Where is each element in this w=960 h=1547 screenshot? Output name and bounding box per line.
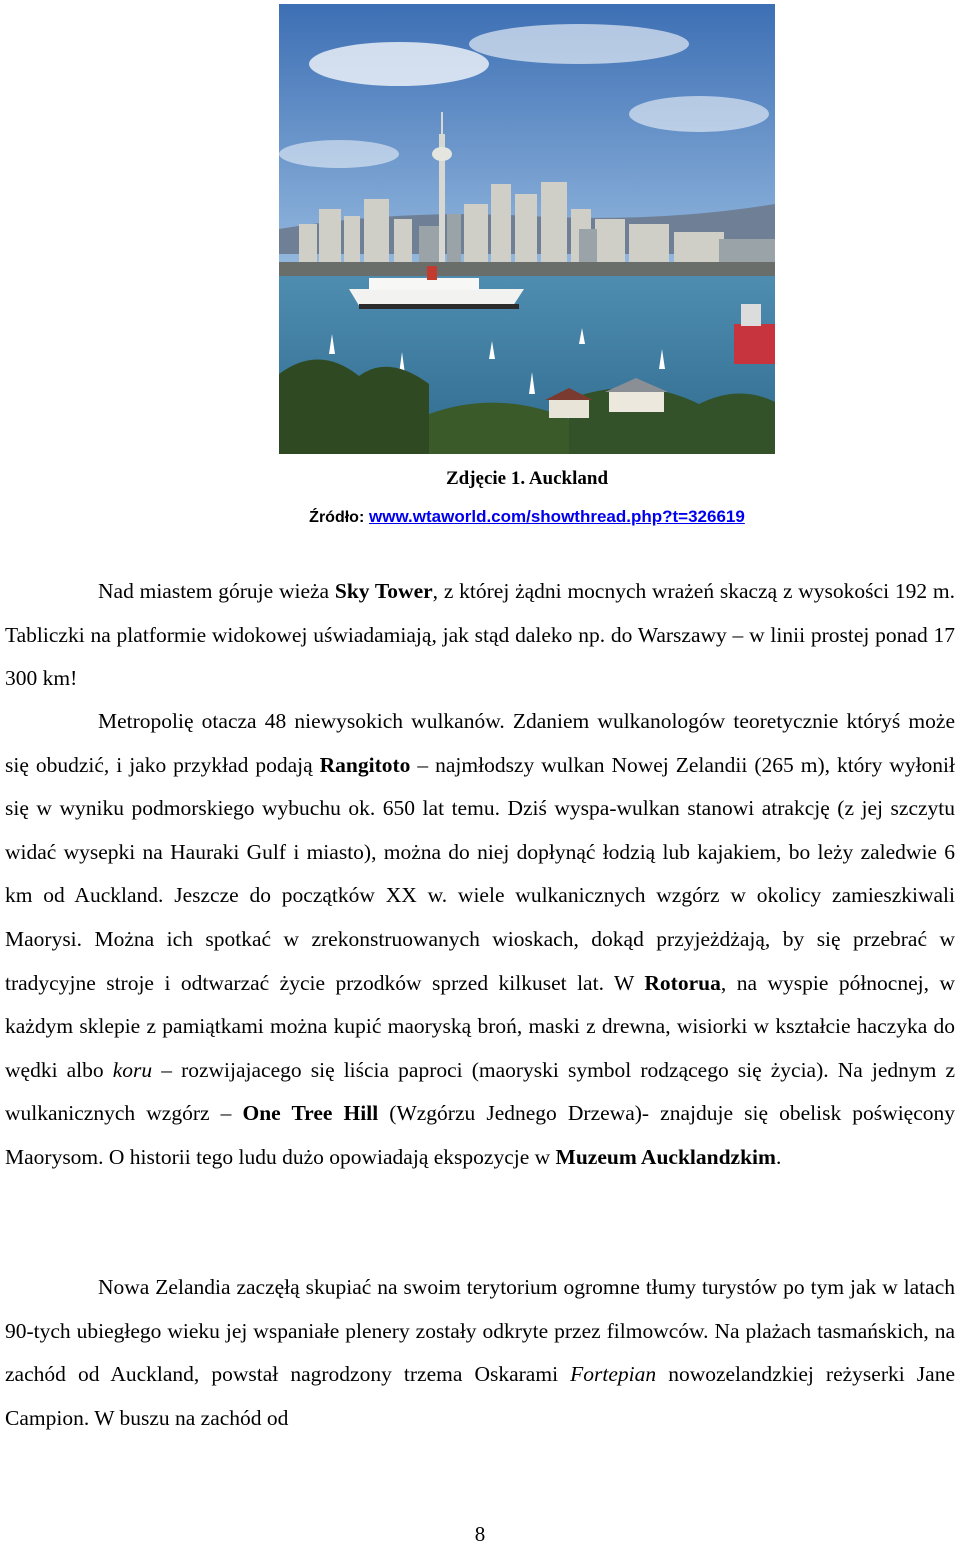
p3-text-2: nowozelandzkiej reżyserki Jane Campion. W buszu na zachód od	[5, 1362, 955, 1430]
p2-text-5: (Wzgórzu Jednego Drzewa)- znajduje się obelisk poświęcony Maorysom. O historii tego ludu dużo opowiadają ekspozycje w	[5, 1101, 956, 1169]
p2-bold-rangitoto: Rangitoto	[319, 752, 411, 777]
paragraph-sky-tower	[5, 570, 955, 701]
p1-text-1: Nad miastem góruje wieża	[98, 579, 335, 603]
paragraph-volcanoes	[5, 700, 955, 1180]
page-number: 8	[474, 1522, 486, 1546]
p2-text-2: – najmłodszy wulkan Nowej Zelandii (265 m), który wyłonił się w wyniku podmorskiego wybuchu ok. 650 lat temu. Dziś wyspa-wulkan stanowi atrakcję (z jej szczytu widać wysepki na Hauraki Gulf i miasto), można do niej dopłynąć łodzią lub kajakiem, bo leży zaledwie 6 km od Auckland. Jeszcze do początków XX w. wiele wulkanicznych wzgórz w okolicy zamieszkiwali Maorysi. Można ich spotkać w zrekonstruowanych wioskach, dokąd przyjeżdżają, by się przebrać w tradycyjne stroje i odtwarzać życie przodków sprzed kilkuset lat. W	[5, 752, 955, 995]
p1-text-2: , z której żądni mocnych wrażeń skaczą z wysokości 192 m. Tabliczki na platformie widokowej uświadamiają, jak stąd daleko np. do Warszawy – w linii prostej ponad 17 300 km!	[5, 579, 955, 691]
p2-text-1: Metropolię otacza 48 niewysokich wulkanów. Zdaniem wulkanologów teoretycznie któryś może się obudzić, i jako przykład podają	[5, 709, 955, 777]
p2-text-6: .	[775, 1144, 782, 1169]
p2-bold-muzeum: Muzeum Aucklandzkim	[555, 1144, 776, 1169]
p3-text-1: Nowa Zelandia zaczęłą skupiać na swoim terytorium ogromne tłumy turystów po tym jak w latach 90-tych ubiegłego wieku jej wspaniałe plenery zostały odkryte przez filmowców. Na plażach tasmańskich, na zachód od Auckland, powstał nagrodzony trzema Oskarami	[5, 1275, 955, 1387]
p2-bold-rotorua: Rotorua	[644, 970, 721, 995]
paragraph-tourism	[5, 1266, 955, 1440]
p2-text-4: – rozwijajacego się liścia paproci (maoryski symbol rodzącego się życia). Na jednym z wulkanicznych wzgórz –	[5, 1057, 955, 1126]
p1-bold-sky-tower: Sky Tower	[334, 579, 433, 603]
p2-italic-koru: koru	[112, 1057, 153, 1082]
p2-text-3: , na wyspie północnej, w każdym sklepie z pamiątkami można kupić maoryską broń, maski z drewna, wisiorki w kształcie haczyka do wędki albo	[5, 970, 955, 1082]
p3-italic-fortepian: Fortepian	[570, 1362, 657, 1387]
auckland-skyline-illustration	[279, 4, 775, 454]
photo-caption-title: Zdjęcie 1. Auckland	[445, 468, 609, 489]
source-link[interactable]: www.wtaworld.com/showthread.php?t=326619	[369, 507, 745, 526]
photo-source-line	[0, 506, 960, 528]
source-label: Źródło:	[309, 509, 365, 526]
p2-bold-one-tree-hill: One Tree Hill	[242, 1101, 379, 1126]
auckland-photo	[279, 4, 775, 454]
